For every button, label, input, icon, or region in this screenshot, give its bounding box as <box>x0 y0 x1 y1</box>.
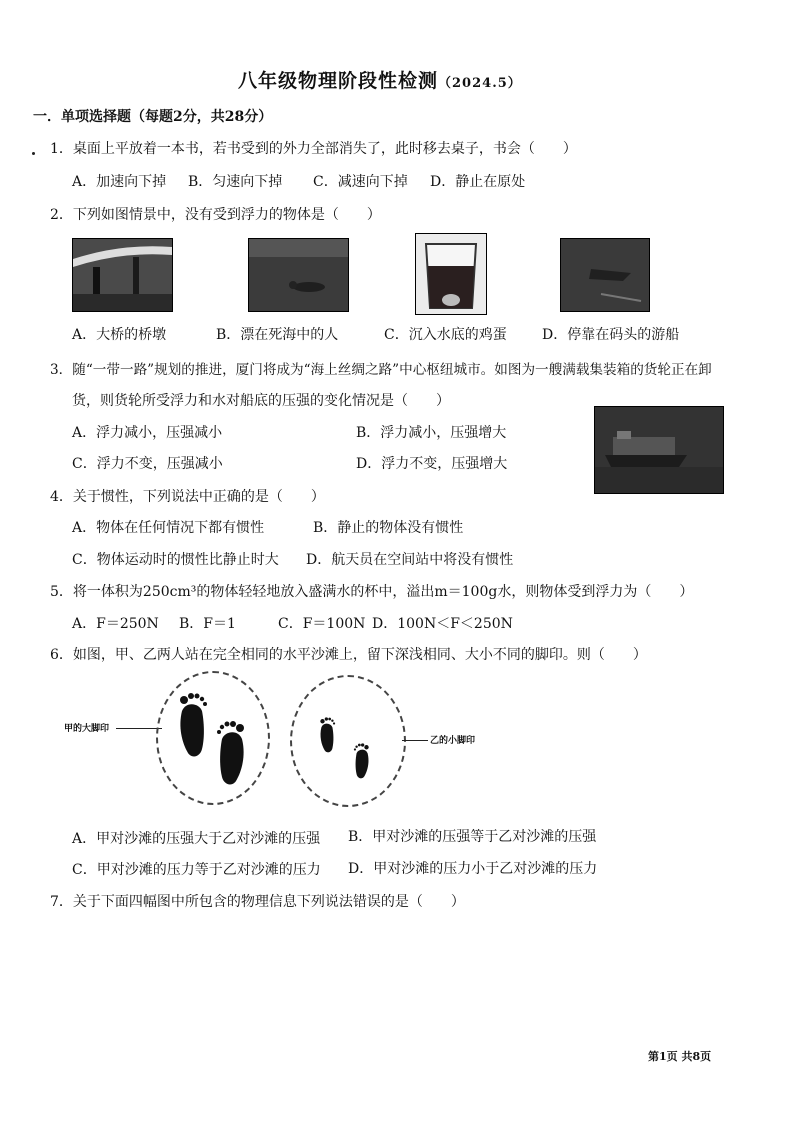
scan-mark <box>32 152 35 155</box>
big-footprint-left-icon <box>174 691 214 759</box>
q6-option-c: C．甲对沙滩的压力等于乙对沙滩的压力 <box>72 862 321 878</box>
q5-option-b: B．F＝1 <box>179 616 236 632</box>
q3-stem-line1: 3．随“一带一路”规划的推进，厦门将成为“海上丝绸之路”中心枢纽城市。如图为一艘满载集装箱的货轮正在卸 <box>50 362 712 378</box>
q1-option-c: C．减速向下掉 <box>313 174 408 190</box>
q6-stem: 6．如图，甲、乙两人站在完全相同的水平沙滩上，留下深浅相同、大小不同的脚印。则（ ） <box>50 647 647 663</box>
q2-stem: 2．下列如图情景中，没有受到浮力的物体是（ ） <box>50 207 381 223</box>
q4-option-a: A．物体在任何情况下都有惯性 <box>72 520 265 536</box>
small-footprint-circle <box>290 675 406 807</box>
q7-stem: 7．关于下面四幅图中所包含的物理信息下列说法错误的是（ ） <box>50 894 465 910</box>
title-text: 八年级物理阶段性检测 <box>238 70 439 92</box>
dead-sea-photo <box>248 238 349 312</box>
q4-option-d: D．航天员在空间站中将没有惯性 <box>306 552 514 568</box>
q1-stem: 1．桌面上平放着一本书，若书受到的外力全部消失了，此时移去桌子，书会（ ） <box>50 141 577 157</box>
small-footprint-leader <box>402 740 428 741</box>
big-footprint-circle <box>156 671 270 805</box>
small-footprint-right-icon <box>350 741 372 781</box>
q5-option-a: A．F＝250N <box>72 616 159 632</box>
q1-option-a: A．加速向下掉 <box>72 174 167 190</box>
cruise-ship-photo <box>560 238 650 312</box>
small-footprint-left-icon <box>317 715 339 755</box>
q6-option-a: A．甲对沙滩的压强大于乙对沙滩的压强 <box>72 831 321 847</box>
big-footprint-leader <box>116 728 162 729</box>
q6-option-b: B．甲对沙滩的压强等于乙对沙滩的压强 <box>348 829 597 845</box>
bridge-pier-photo <box>72 238 173 312</box>
q5-option-d: D．100N＜F＜250N <box>372 616 513 632</box>
q5-option-c: C．F＝100N <box>278 616 366 632</box>
q1-option-d: D．静止在原处 <box>430 174 526 190</box>
page-title <box>238 66 522 93</box>
title-date: （2024.5） <box>438 76 522 91</box>
q3-option-a: A．浮力减小，压强减小 <box>72 425 223 441</box>
q4-option-c: C．物体运动时的惯性比静止时大 <box>72 552 279 568</box>
section-heading: 一．单项选择题（每题2分，共28分） <box>33 109 273 125</box>
big-footprint-label: 甲的大脚印 <box>64 724 110 734</box>
q3-option-d: D．浮力不变，压强增大 <box>356 456 508 472</box>
q1-option-b: B．匀速向下掉 <box>188 174 283 190</box>
q2-option-b: B．漂在死海中的人 <box>216 327 339 343</box>
big-footprint-right-icon <box>210 719 250 787</box>
q2-option-c: C．沉入水底的鸡蛋 <box>384 327 507 343</box>
q2-option-d: D．停靠在码头的游船 <box>542 327 680 343</box>
q3-stem-line2: 货，则货轮所受浮力和水对船底的压强的变化情况是（ ） <box>72 393 450 409</box>
q5-stem: 5．将一体积为250cm³的物体轻轻地放入盛满水的杯中，溢出m＝100g水，则物体受到浮力为（ ） <box>50 584 694 600</box>
q3-option-c: C．浮力不变，压强减小 <box>72 456 223 472</box>
q4-stem: 4．关于惯性，下列说法中正确的是（ ） <box>50 489 325 505</box>
egg-glass-photo <box>415 233 487 315</box>
q6-option-d: D．甲对沙滩的压力小于乙对沙滩的压力 <box>348 861 598 877</box>
cargo-ship-photo <box>594 406 724 494</box>
q2-option-a: A．大桥的桥墩 <box>72 327 167 343</box>
page-number: 第1页 共8页 <box>648 1050 712 1063</box>
q4-option-b: B．静止的物体没有惯性 <box>313 520 464 536</box>
q3-option-b: B．浮力减小，压强增大 <box>356 425 507 441</box>
small-footprint-label: 乙的小脚印 <box>430 736 476 746</box>
